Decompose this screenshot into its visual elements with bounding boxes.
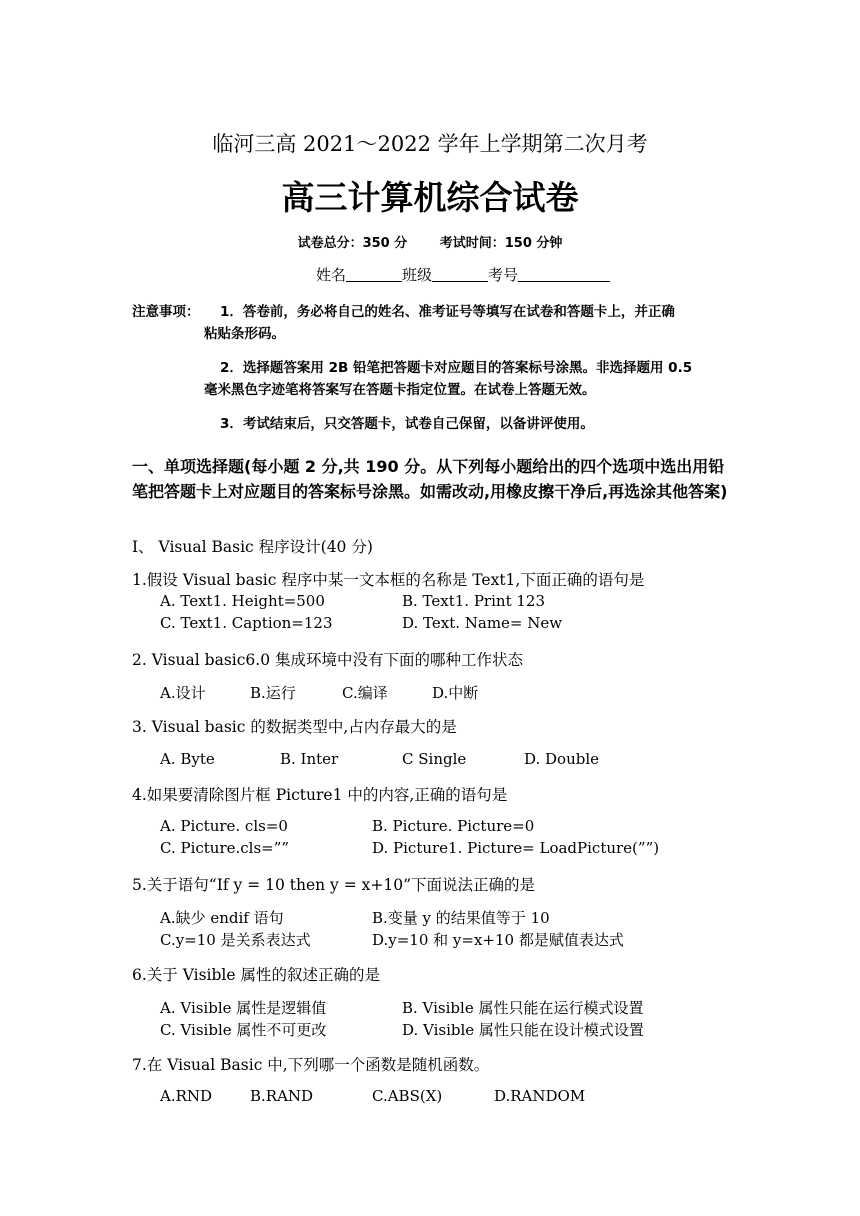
q3-option-b: B. Inter	[280, 750, 339, 768]
q3-option-d: D. Double	[524, 750, 600, 768]
question-1-stem: 1.假设 Visual basic 程序中某一文本框的名称是 Text1,下面正确的语句是	[132, 571, 645, 589]
q4-option-b: B. Picture. Picture=0	[372, 817, 535, 835]
q6-option-a: A. Visible 属性是逻辑值	[160, 999, 327, 1017]
q7-option-d: D.RANDOM	[494, 1087, 586, 1105]
note-1-line1: 1．答卷前，务必将自己的姓名、准考证号等填写在试卷和答题卡上，并正确	[220, 304, 675, 320]
q5-option-a: A.缺少 endif 语句	[160, 909, 284, 927]
q4-option-a: A. Picture. cls=0	[160, 817, 288, 835]
question-2-stem: 2. Visual basic6.0 集成环境中没有下面的哪种工作状态	[132, 651, 523, 669]
q7-option-a: A.RND	[160, 1087, 213, 1105]
q2-option-c: C.编译	[342, 684, 388, 702]
q1-option-a: A. Text1. Height=500	[160, 592, 325, 610]
note-2-line1: 2．选择题答案用 2B 铅笔把答题卡对应题目的答案标号涂黑。非选择题用 0.5	[220, 360, 693, 376]
number-label: 考号	[488, 266, 519, 284]
class-label: 班级	[402, 266, 433, 284]
q2-option-d: D.中断	[432, 684, 479, 702]
section-1-heading: 一、单项选择题(每小题 2 分,共 190 分。从下列每小题给出的四个选项中选出用铅笔把答题卡上对应题目的答案标号涂黑。如需改动,用橡皮擦干净后,再选涂其他答案)	[132, 457, 728, 501]
exam-time: 考试时间：150 分钟	[439, 236, 563, 251]
q3-option-c: C Single	[402, 750, 467, 768]
question-7-stem: 7.在 Visual Basic 中,下列哪一个函数是随机函数。	[132, 1056, 490, 1074]
question-4-stem: 4.如果要清除图片框 Picture1 中的内容,正确的语句是	[132, 786, 508, 804]
q5-option-c: C.y=10 是关系表达式	[160, 931, 311, 949]
q4-option-c: C. Picture.cls=””	[160, 839, 290, 857]
q2-option-b: B.运行	[250, 684, 296, 702]
question-5-stem: 5.关于语句“If y = 10 then y = x+10”下面说法正确的是	[132, 876, 536, 894]
question-3-stem: 3. Visual basic 的数据类型中,占内存最大的是	[132, 718, 457, 736]
name-blank[interactable]	[346, 266, 402, 282]
q1-option-d: D. Text. Name= New	[402, 614, 563, 632]
part-1-heading: Ⅰ、 Visual Basic 程序设计(40 分)	[132, 538, 373, 556]
q6-option-d: D. Visible 属性只能在设计模式设置	[402, 1021, 644, 1039]
question-6-stem: 6.关于 Visible 属性的叙述正确的是	[132, 966, 380, 984]
q5-option-b: B.变量 y 的结果值等于 10	[372, 909, 550, 927]
student-info-line	[316, 264, 610, 285]
q2-option-a: A.设计	[160, 684, 206, 702]
q5-option-d: D.y=10 和 y=x+10 都是赋值表达式	[372, 931, 624, 949]
note-1-line2: 粘贴条形码。	[204, 326, 285, 342]
q7-option-c: C.ABS(X)	[372, 1087, 443, 1105]
q6-option-b: B. Visible 属性只能在运行模式设置	[402, 999, 644, 1017]
notes-label: 注意事项：	[132, 304, 200, 320]
exam-title: 高三计算机综合试卷	[281, 178, 579, 217]
q3-option-a: A. Byte	[160, 750, 215, 768]
note-3: 3．考试结束后，只交答题卡，试卷自己保留，以备讲评使用。	[220, 416, 594, 432]
q1-option-c: C. Text1. Caption=123	[160, 614, 333, 632]
exam-title-line1: 临河三高 2021～2022 学年上学期第二次月考	[212, 132, 648, 156]
number-blank[interactable]	[518, 266, 610, 282]
class-blank[interactable]	[432, 266, 488, 282]
q7-option-b: B.RAND	[250, 1087, 314, 1105]
score-time-line	[0, 232, 860, 251]
note-2-line2: 毫米黑色字迹笔将答案写在答题卡指定位置。在试卷上答题无效。	[204, 382, 596, 398]
q4-option-d: D. Picture1. Picture= LoadPicture(””)	[372, 839, 660, 857]
q6-option-c: C. Visible 属性不可更改	[160, 1021, 327, 1039]
name-label: 姓名	[316, 266, 347, 284]
total-score: 试卷总分：350 分	[297, 236, 408, 251]
q1-option-b: B. Text1. Print 123	[402, 592, 545, 610]
